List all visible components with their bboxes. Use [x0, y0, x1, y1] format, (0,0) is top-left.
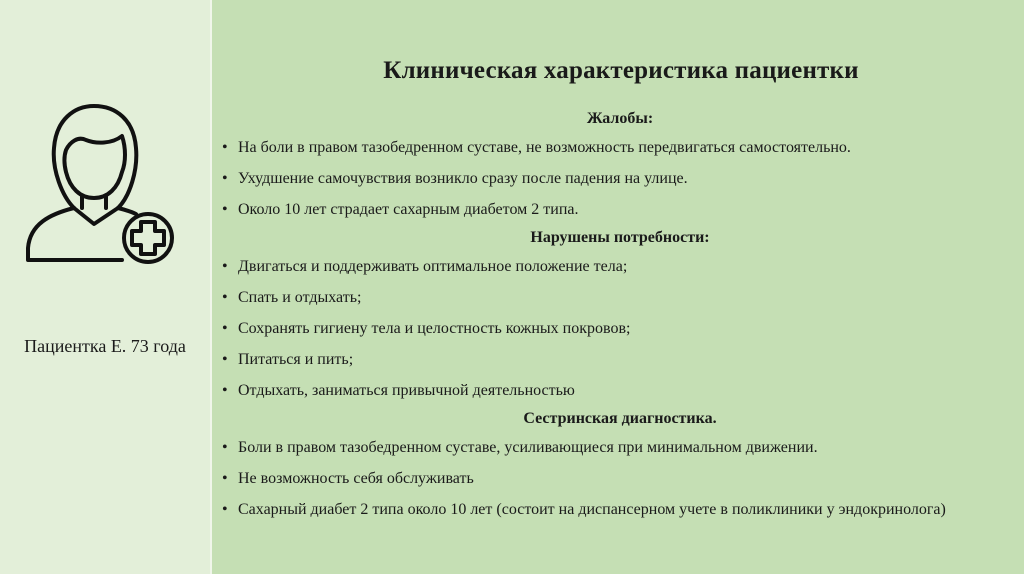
needs-list	[222, 257, 1018, 401]
main-content	[222, 0, 1020, 574]
diagnosis-list	[222, 438, 1018, 520]
content-list	[222, 106, 1018, 520]
section-heading-nursing-diagnosis: Сестринская диагностика.	[523, 410, 717, 427]
list-item: • Боли в правом тазобедренном суставе, усиливающиеся при минимальном движении.	[222, 438, 1018, 458]
left-panel	[0, 0, 210, 574]
complaints-list	[222, 138, 1018, 220]
list-item: • Сохранять гигиену тела и целостность кожных покровов;	[222, 319, 1018, 339]
female-patient-with-plus-icon	[22, 100, 180, 268]
list-item: • Отдыхать, заниматься привычной деятельностью	[222, 381, 1018, 401]
list-item: • Около 10 лет страдает сахарным диабетом 2 типа.	[222, 200, 1018, 220]
panel-divider	[210, 0, 212, 574]
list-item: • Не возможность себя обслуживать	[222, 469, 1018, 489]
section-heading-needs: Нарушены потребности:	[530, 229, 710, 246]
list-item: • Спать и отдыхать;	[222, 288, 1018, 308]
page-title: Клиническая характеристика пациентки	[383, 57, 859, 84]
list-item: • Двигаться и поддерживать оптимальное положение тела;	[222, 257, 1018, 277]
patient-caption: Пациентка Е. 73 года	[24, 336, 186, 356]
section-heading-complaints: Жалобы:	[586, 110, 654, 127]
list-item: • Питаться и пить;	[222, 350, 1018, 370]
list-item: • Сахарный диабет 2 типа около 10 лет (состоит на диспансерном учете в поликлиники у эндокринолога)	[222, 500, 1018, 520]
list-item: • Ухудшение самочувствия возникло сразу после падения на улице.	[222, 169, 1018, 189]
list-item: • На боли в правом тазобедренном суставе, не возможность передвигаться самостоятельно.	[222, 138, 1018, 158]
